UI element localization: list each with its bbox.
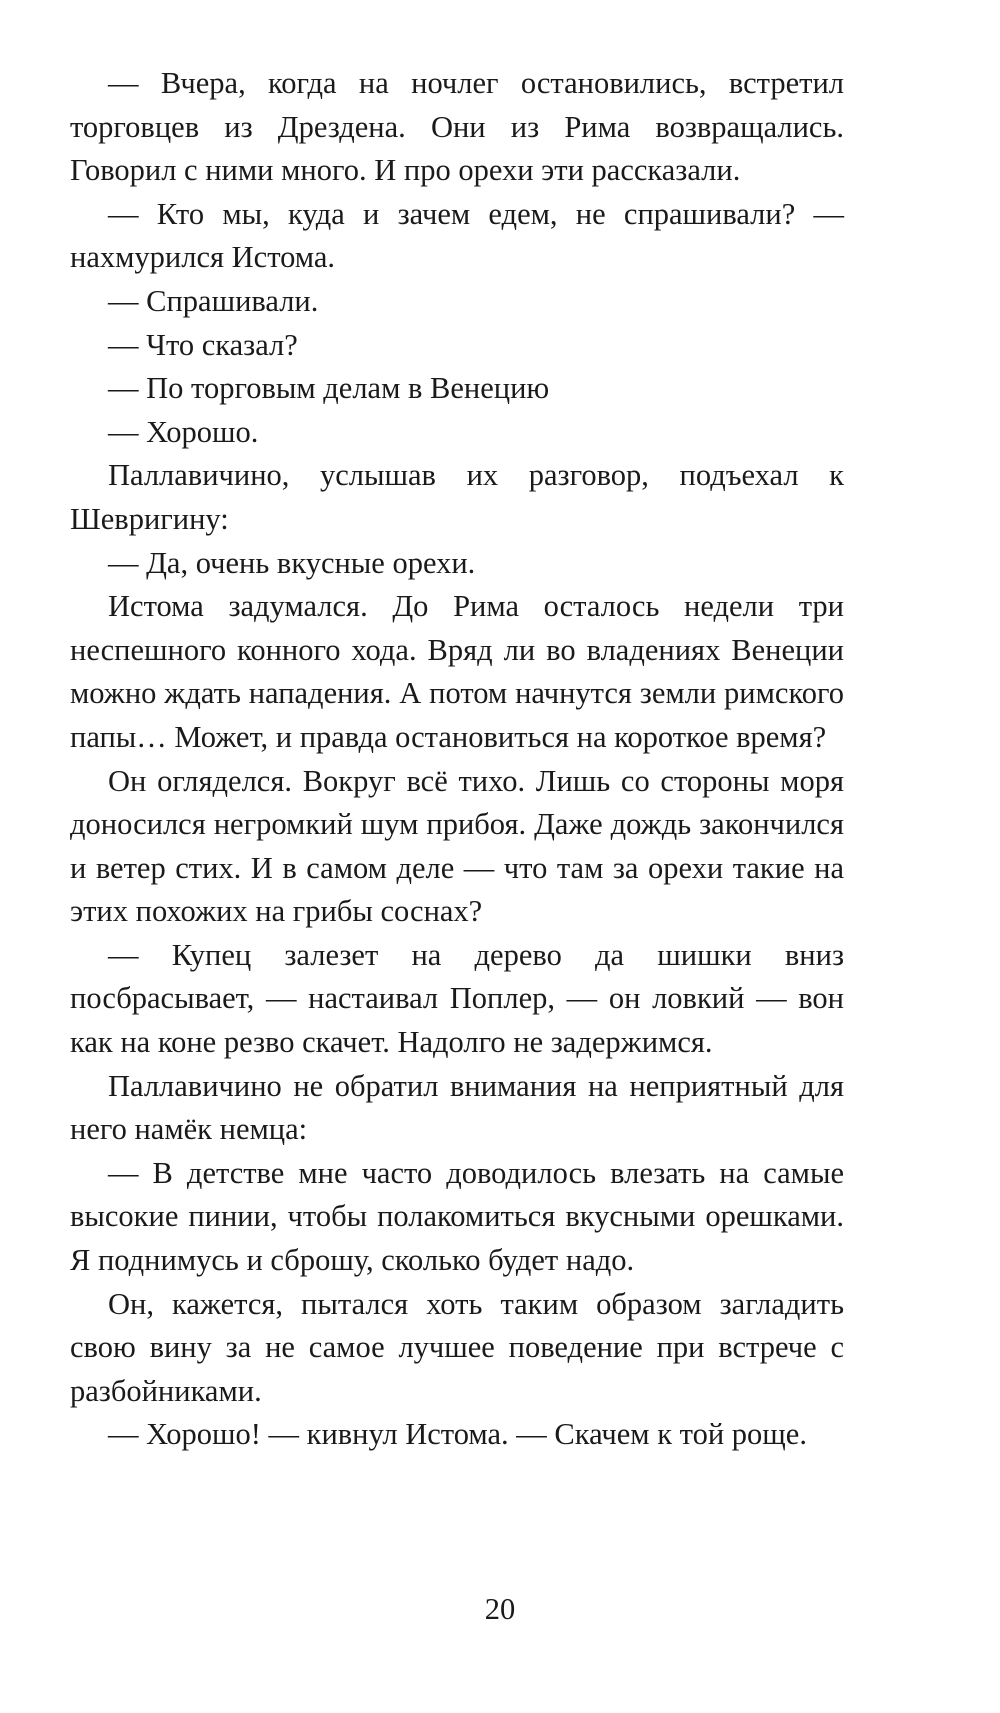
- page-number: 20: [484, 1592, 516, 1626]
- paragraph-10: Он огляделся. Вокруг всё тихо. Лишь со стороны моря доносился негромкий шум прибоя. Даже дождь закончился и ветер стих. И в самом деле — что там за орехи такие на этих похожих на грибы соснах?: [70, 763, 844, 929]
- paragraph-6: — Хорошо.: [108, 414, 259, 449]
- paragraph-14: Он, кажется, пытался хоть таким образом загладить свою вину за не самое лучшее поведение при встрече с разбойниками.: [70, 1286, 844, 1408]
- paragraph-1: — Вчера, когда на ночлег остановились, встретил торговцев из Дрездена. Они из Рима возвращались. Говорил с ними много. И про орехи эти рассказали.: [70, 66, 844, 188]
- paragraph-2: — Кто мы, куда и зачем едем, не спрашивали? — нахмурился Истома.: [70, 196, 844, 275]
- paragraph-4: — Что сказал?: [108, 327, 298, 362]
- paragraph-9: Истома задумался. До Рима осталось недели три неспешного конного хода. Вряд ли во владениях Венеции можно ждать нападения. А потом начнутся земли римского папы… Может, и правда остановиться на короткое время?: [70, 589, 844, 754]
- paragraph-7: Паллавичино, услышав их разговор, подъехал к Шевригину:: [70, 458, 844, 536]
- page-body: [70, 62, 844, 1457]
- paragraph-5: — По торговым делам в Венецию: [108, 371, 550, 406]
- paragraph-8: — Да, очень вкусные орехи.: [108, 545, 476, 580]
- paragraph-15: — Хорошо! — кивнул Истома. — Скачем к той роще.: [108, 1417, 807, 1452]
- paragraph-3: — Спрашивали.: [108, 283, 319, 318]
- paragraph-13: — В детстве мне часто доводилось влезать на самые высокие пинии, чтобы полакомиться вкусными орешками. Я поднимусь и сброшу, сколько будет надо.: [70, 1155, 844, 1278]
- paragraph-12: Паллавичино не обратил внимания на неприятный для него намёк немца:: [70, 1068, 844, 1147]
- paragraph-11: — Купец залезет на дерево да шишки вниз посбрасывает, — настаивал Поплер, — он ловкий — вон как на коне резво скачет. Надолго не задержимся.: [70, 937, 844, 1060]
